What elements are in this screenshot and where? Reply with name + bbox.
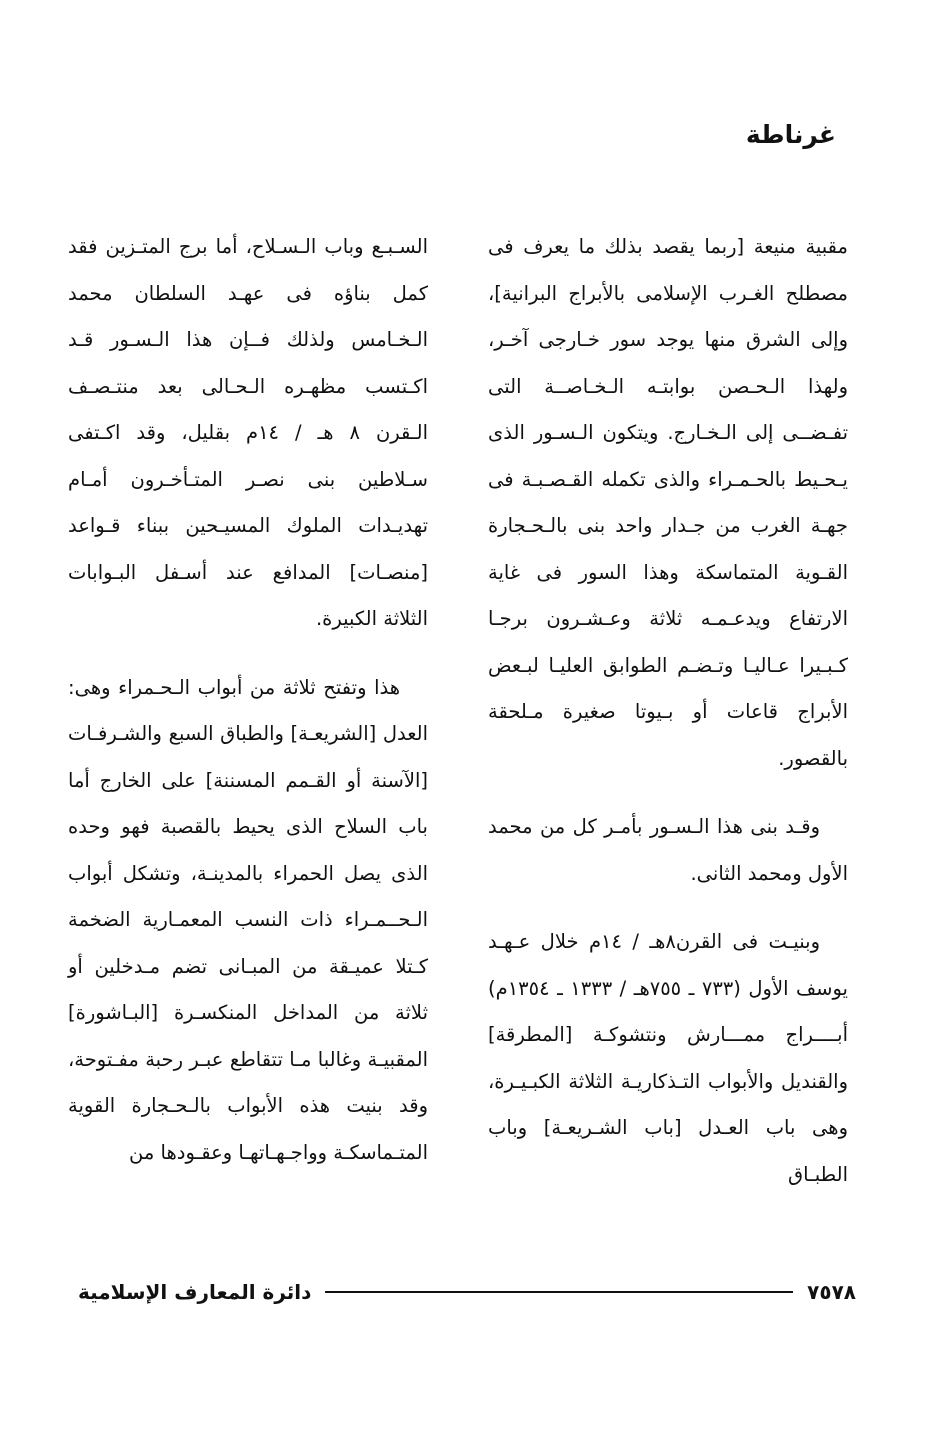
paragraph: السـبـع وباب الـسـلاح، أما برج المتـزين فقد كمل بناؤه فى عهـد السلطان محمد الـخـامس ولذلك فــإن هذا الـسـور قـد اكـتسب مظهـره الـحـالى بعد منتـصـف الـقرن ٨ هـ / ١٤م بقليل، وقد اكـتفى سـلاطين بنى نصـر المتـأخـرون أمـام تهديـدات الملوك المسيـحين ببناء قـواعد [منصـات] المدافع عند أسـفل البـوابات الثلاثة الكبيرة. (68, 235, 428, 630)
right-column (488, 224, 848, 1220)
paragraph: مقبية منيعة [ربما يقصد بذلك ما يعرف فى مصطلح الغـرب الإسلامى بالأبراج البرانية]، وإلى الشرق منها يوجد سور خـارجى آخـر، ولهذا الـحـصن بوابتـه الـخـاصــة التى تفـضــى إلى الـخـارج. ويتكون الـسـور الذى يـحـيط بالحـمـراء والذى تكمله القـصـبـة فى جهـة الغرب من جـدار واحد بنى بالـحـجارة القـوية المتماسكة وهذا السور فى غاية الارتفاع ويدعـمـه ثلاثة وعـشـرون برجـا كـبـيرا عـاليـا وتـضـم الطوابق العليـا لبـعض الأبراج قاعات أو بـيوتا صغيرة مـلحقة بالقصور. (488, 235, 848, 770)
publication-name: دائرة المعارف الإسلامية (78, 1280, 312, 1304)
page-number: ٧٥٧٨ (807, 1280, 856, 1304)
page-footer (78, 1272, 856, 1312)
page-title: غرناطة (745, 120, 836, 149)
paragraph: وقـد بنى هذا الـسـور بأمـر كل من محمد الأول ومحمد الثانى. (488, 815, 848, 885)
left-column (68, 224, 428, 1198)
footer-rule (325, 1291, 793, 1293)
paragraph: هذا وتفتح ثلاثة من أبواب الـحـمراء وهى: العدل [الشريعـة] والطباق السبع والشـرفـات [الآسنة أو القـمم المسننة] على الخارج أما باب السلاح الذى يحيط بالقصبة فهو وحده الذى يصل الحمراء بالمدينـة، وتشكل أبواب الـحــمـراء ذات النسب المعمـارية الضخمة كـتلا عميـقة من المبـانى تضم مـدخلين أو ثلاثة من المداخل المنكسـرة [البـاشورة] المقبيـة وغالبا مـا تتقاطع عبـر رحبة مفـتوحة، وقد بنيت هذه الأبواب بالـحـجارة القوية المتـماسكـة وواجـهـاتهـا وعقـودها من (68, 675, 428, 1164)
paragraph: وبنيـت فى القرن٨هـ / ١٤م خلال عـهـد يوسف الأول (٧٣٣ ـ ٧٥٥هـ / ١٣٣٣ ـ ١٣٥٤م) أبــــراج ممـــارش ونتشوكـة [المطرقة] والقنديل والأبواب التـذكاريـة الثلاثة الكبـيـرة، وهى باب العـدل [باب الشـريعـة] وباب الطبـاق (488, 930, 848, 1186)
